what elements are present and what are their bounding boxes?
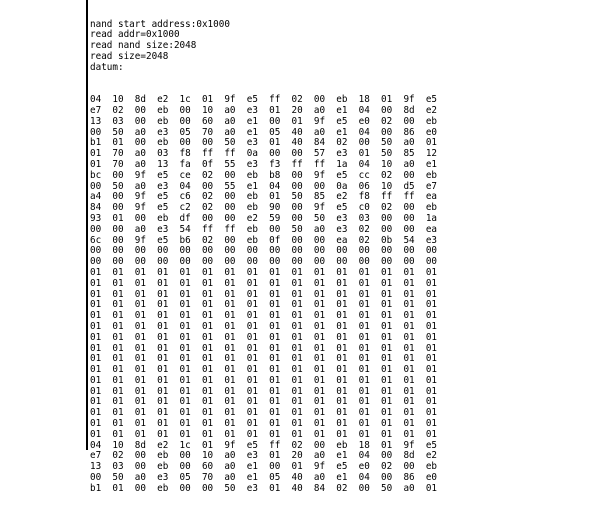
hex-row: 00 50 a0 e3 05 70 a0 e1 05 40 a0 e1 04 00 86 e0 xyxy=(90,126,438,138)
hex-row: 01 01 01 01 01 01 01 01 01 01 01 01 01 01 01 01 xyxy=(90,407,438,419)
hex-row: 04 10 8d e2 1c 01 9f e5 ff 02 00 eb 18 01 9f e5 xyxy=(90,94,438,106)
hex-row: 93 01 00 eb df 00 00 e2 59 00 50 e3 03 00 00 1a xyxy=(90,212,438,224)
hex-dump xyxy=(90,95,437,494)
hex-row: 00 00 00 00 00 00 00 00 00 00 00 00 00 00 00 00 xyxy=(90,256,438,268)
hex-row: 13 03 00 eb 00 60 a0 e1 00 01 9f e5 e0 02 00 eb xyxy=(90,115,438,127)
hex-row: 01 70 a0 03 f8 ff ff 0a 00 00 57 e3 01 50 85 12 xyxy=(90,148,438,160)
hex-row: 01 01 01 01 01 01 01 01 01 01 01 01 01 01 01 01 xyxy=(90,277,438,289)
hex-row: b1 01 00 eb 00 00 50 e3 01 40 84 02 00 50 a0 01 xyxy=(90,137,438,149)
terminal-header-line: read nand size:2048 xyxy=(90,40,197,52)
hex-row: 01 01 01 01 01 01 01 01 01 01 01 01 01 01 01 01 xyxy=(90,310,438,322)
terminal-header-line: datum: xyxy=(90,61,124,73)
hex-row: 01 01 01 01 01 01 01 01 01 01 01 01 01 01 01 01 xyxy=(90,418,438,430)
hex-row: 01 01 01 01 01 01 01 01 01 01 01 01 01 01 01 01 xyxy=(90,353,438,365)
hex-row: 04 10 8d e2 1c 01 9f e5 ff 02 00 eb 18 01 9f e5 xyxy=(90,439,438,451)
terminal-output xyxy=(90,0,437,516)
hex-row: a4 00 9f e5 c6 02 00 eb 01 50 85 e2 f8 ff ff ea xyxy=(90,191,438,203)
hex-row: e7 02 00 eb 00 10 a0 e3 01 20 a0 e1 04 00 8d e2 xyxy=(90,104,438,116)
hex-row: 01 01 01 01 01 01 01 01 01 01 01 01 01 01 01 01 xyxy=(90,374,438,386)
hex-row: 00 00 00 00 00 00 00 00 00 00 00 00 00 00 00 00 xyxy=(90,245,438,257)
hex-row: 01 01 01 01 01 01 01 01 01 01 01 01 01 01 01 01 xyxy=(90,288,438,300)
hex-row: 01 01 01 01 01 01 01 01 01 01 01 01 01 01 01 01 xyxy=(90,385,438,397)
hex-row: e7 02 00 eb 00 10 a0 e3 01 20 a0 e1 04 00 8d e2 xyxy=(90,450,438,462)
hex-row: 01 01 01 01 01 01 01 01 01 01 01 01 01 01 01 01 xyxy=(90,266,438,278)
hex-row: 01 01 01 01 01 01 01 01 01 01 01 01 01 01 01 01 xyxy=(90,331,438,343)
hex-row: bc 00 9f e5 ce 02 00 eb b8 00 9f e5 cc 02 00 eb xyxy=(90,169,438,181)
hex-row: 01 01 01 01 01 01 01 01 01 01 01 01 01 01 01 01 xyxy=(90,364,438,376)
terminal-header-lines xyxy=(90,20,437,74)
hex-row: 01 01 01 01 01 01 01 01 01 01 01 01 01 01 01 01 xyxy=(90,396,438,408)
terminal-header-line: read size=2048 xyxy=(90,50,169,62)
hex-row: 00 00 a0 e3 54 ff ff eb 00 50 a0 e3 02 00 00 ea xyxy=(90,223,438,235)
hex-row: 00 50 a0 e3 05 70 a0 e1 05 40 a0 e1 04 00 86 e0 xyxy=(90,472,438,484)
hex-row: 01 01 01 01 01 01 01 01 01 01 01 01 01 01 01 01 xyxy=(90,320,438,332)
terminal-header-line: read addr=0x1000 xyxy=(90,29,180,41)
terminal-header-line: nand start address:0x1000 xyxy=(90,18,230,30)
hex-row: 01 01 01 01 01 01 01 01 01 01 01 01 01 01 01 01 xyxy=(90,342,438,354)
hex-row: b1 01 00 eb 00 00 50 e3 01 40 84 02 00 50 a0 01 xyxy=(90,482,438,494)
hex-row: 00 50 a0 e3 04 00 55 e1 04 00 00 0a 06 10 d5 e7 xyxy=(90,180,438,192)
terminal-left-border xyxy=(86,0,88,450)
hex-row: 13 03 00 eb 00 60 a0 e1 00 01 9f e5 e0 02 00 eb xyxy=(90,461,438,473)
hex-row: 6c 00 9f e5 b6 02 00 eb 0f 00 00 ea 02 0b 54 e3 xyxy=(90,234,438,246)
hex-row: 01 01 01 01 01 01 01 01 01 01 01 01 01 01 01 01 xyxy=(90,299,438,311)
hex-row: 01 01 01 01 01 01 01 01 01 01 01 01 01 01 01 01 xyxy=(90,428,438,440)
hex-row: 01 70 a0 13 fa 0f 55 e3 f3 ff ff 1a 04 10 a0 e1 xyxy=(90,158,438,170)
hex-row: 84 00 9f e5 c2 02 00 eb 90 00 9f e5 c0 02 00 eb xyxy=(90,202,438,214)
